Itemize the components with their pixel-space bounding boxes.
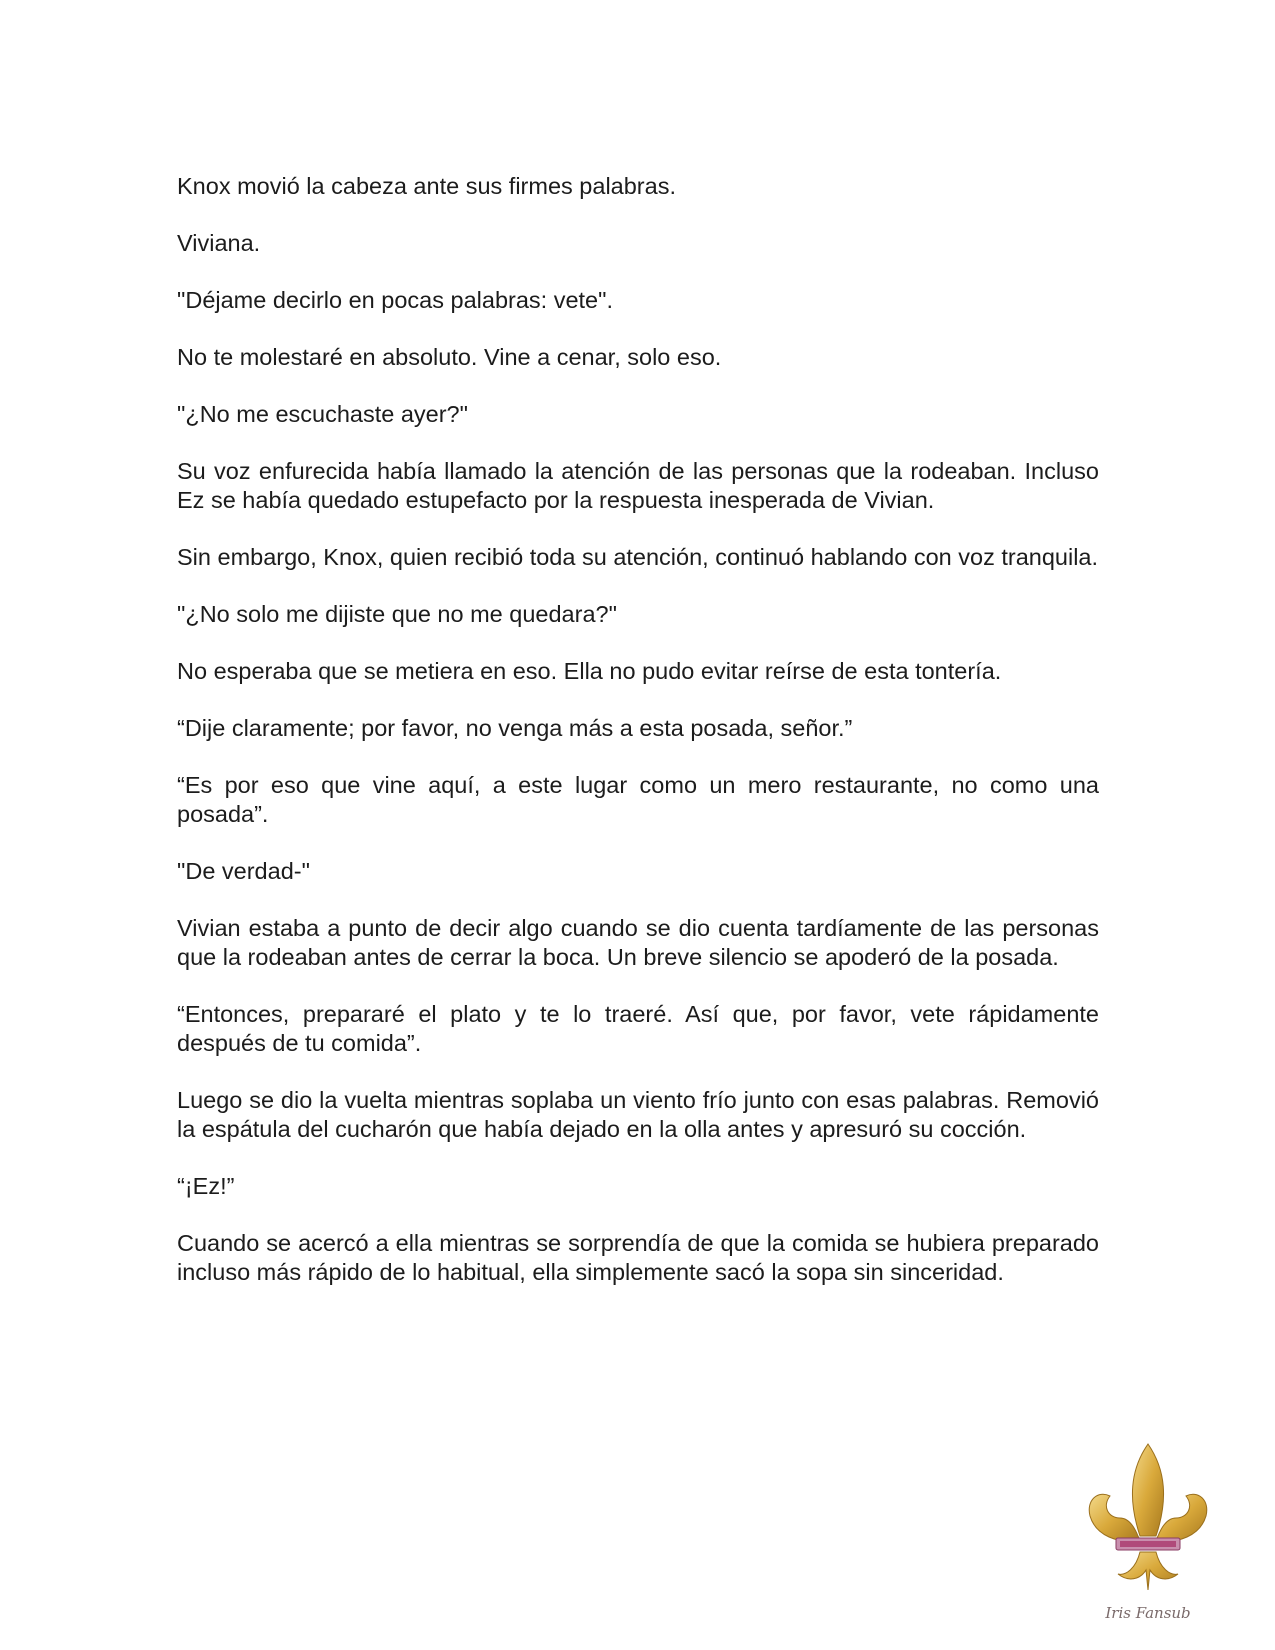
paragraph: “Entonces, prepararé el plato y te lo traeré. Así que, por favor, vete rápidamente después de tu comida”. xyxy=(177,1001,1099,1056)
paragraph: “¡Ez!” xyxy=(177,1173,235,1199)
fleur-de-lis-icon xyxy=(1078,1440,1218,1630)
paragraph: Knox movió la cabeza ante sus firmes palabras. xyxy=(177,173,676,199)
paragraph: “Dije claramente; por favor, no venga más a esta posada, señor.” xyxy=(177,715,853,741)
paragraph: Su voz enfurecida había llamado la atención de las personas que la rodeaban. Incluso Ez se había quedado estupefacto por la respuesta inesperada de Vivian. xyxy=(177,458,1099,513)
paragraph: "¿No me escuchaste ayer?" xyxy=(177,401,468,427)
paragraph: No esperaba que se metiera en eso. Ella no pudo evitar reírse de esta tontería. xyxy=(177,658,1002,684)
paragraph: Luego se dio la vuelta mientras soplaba un viento frío junto con esas palabras. Removió la espátula del cucharón que había dejado en la olla antes y apresuró su cocción. xyxy=(177,1087,1099,1142)
paragraph: "¿No solo me dijiste que no me quedara?" xyxy=(177,601,617,627)
paragraph: Vivian estaba a punto de decir algo cuando se dio cuenta tardíamente de las personas que la rodeaban antes de cerrar la boca. Un breve silencio se apoderó de la posada. xyxy=(177,915,1099,970)
paragraph: “Es por eso que vine aquí, a este lugar como un mero restaurante, no como una posada”. xyxy=(177,772,1099,827)
paragraph: "Déjame decirlo en pocas palabras: vete". xyxy=(177,287,614,313)
watermark-logo xyxy=(1078,1440,1218,1630)
paragraph: "De verdad-" xyxy=(177,858,310,884)
watermark-text: Iris Fansub xyxy=(1105,1604,1191,1622)
paragraph: Sin embargo, Knox, quien recibió toda su atención, continuó hablando con voz tranquila. xyxy=(177,544,1099,570)
paragraph: Viviana. xyxy=(177,230,261,256)
document-body xyxy=(177,172,1099,1315)
paragraph: Cuando se acercó a ella mientras se sorprendía de que la comida se hubiera preparado incluso más rápido de lo habitual, ella simplemente sacó la sopa sin sinceridad. xyxy=(177,1230,1099,1285)
paragraph: No te molestaré en absoluto. Vine a cenar, solo eso. xyxy=(177,344,722,370)
